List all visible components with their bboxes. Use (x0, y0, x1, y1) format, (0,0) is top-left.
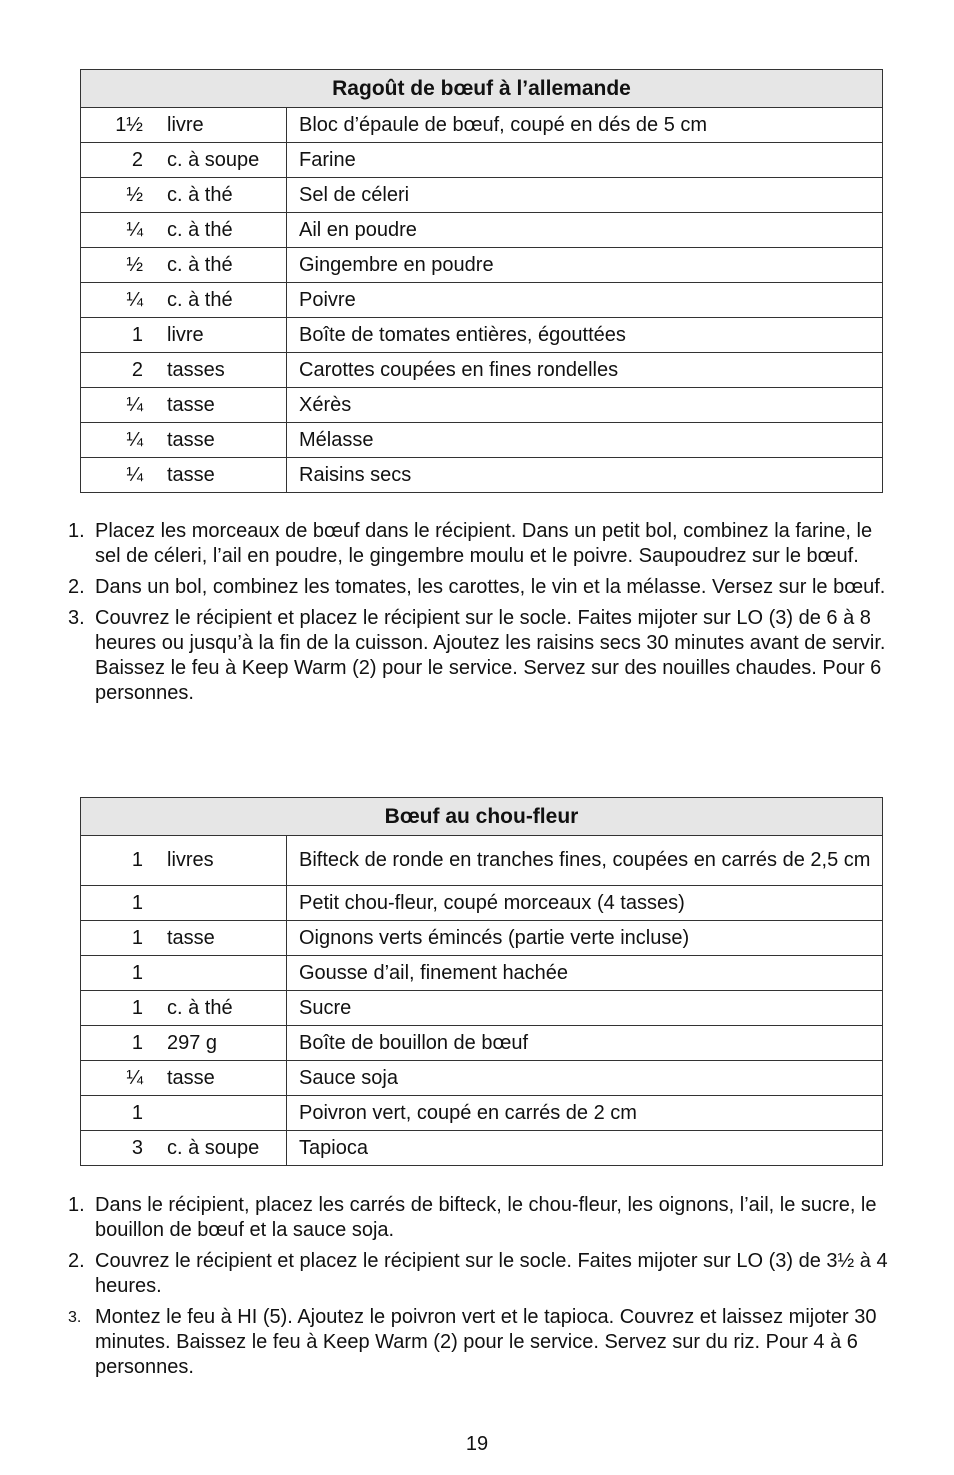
ingredient-name: Poivron vert, coupé en carrés de 2 cm (287, 1096, 883, 1131)
ingredient-unit: livre (167, 113, 204, 136)
ingredient-unit: tasses (167, 358, 225, 381)
step-text: Couvrez le récipient et placez le récipient sur le socle. Faites mijoter sur LO (3) de 3½ à 4 heures. (95, 1250, 888, 1297)
ingredient-quantity: ¼ (126, 393, 143, 416)
ingredient-unit: livres (167, 849, 214, 871)
table-row (81, 458, 883, 493)
ingredient-name: Gousse d’ail, finement hachée (287, 956, 883, 991)
step-number: 2. (68, 576, 85, 598)
recipe2-title: Bœuf au chou-fleur (81, 798, 883, 836)
ingredient-quantity: ¼ (126, 1066, 143, 1089)
ingredient-unit: c. à thé (167, 288, 233, 311)
ingredient-quantity: 1½ (115, 113, 143, 136)
ingredient-name: Boîte de tomates entières, égouttées (287, 318, 883, 353)
ingredient-quantity: 1 (131, 926, 143, 949)
recipe2-steps (68, 1193, 888, 1386)
ingredient-name: Farine (287, 143, 883, 178)
recipe1-ingredient-rows (81, 108, 883, 493)
ingredient-name: Gingembre en poudre (287, 248, 883, 283)
ingredient-quantity: 2 (131, 148, 143, 171)
ingredient-quantity: ¼ (126, 218, 143, 241)
ingredient-name: Ail en poudre (287, 213, 883, 248)
ingredient-quantity: ¼ (126, 463, 143, 486)
table-row (81, 1026, 883, 1061)
ingredient-name: Xérès (287, 388, 883, 423)
ingredient-quantity: ½ (126, 253, 143, 276)
ingredient-name: Tapioca (287, 1131, 883, 1166)
ingredient-quantity: 1 (131, 323, 143, 346)
page-number: 19 (465, 1433, 489, 1455)
recipe1-steps (68, 519, 888, 712)
ingredient-name: Mélasse (287, 423, 883, 458)
recipe2-ingredients-table (80, 797, 883, 1166)
ingredient-name: Boîte de bouillon de bœuf (287, 1026, 883, 1061)
ingredient-unit: c. à thé (167, 218, 233, 241)
ingredient-unit: c. à thé (167, 183, 233, 206)
list-item (68, 575, 888, 600)
recipe1-title: Ragoût de bœuf à l’allemande (81, 70, 883, 108)
ingredient-name: Sucre (287, 991, 883, 1026)
ingredient-quantity: 1 (131, 961, 143, 984)
table-row (81, 248, 883, 283)
ingredient-unit: tasse (167, 428, 215, 451)
ingredient-name: Sel de céleri (287, 178, 883, 213)
ingredient-quantity: 1 (131, 849, 143, 871)
ingredient-unit: tasse (167, 926, 215, 949)
table-row (81, 956, 883, 991)
recipe2-ingredient-rows (81, 836, 883, 1166)
ingredient-quantity: ¼ (126, 428, 143, 451)
table-row (81, 836, 883, 886)
table-row (81, 283, 883, 318)
ingredient-unit: c. à soupe (167, 1136, 260, 1159)
table-row (81, 921, 883, 956)
ingredient-name: Bloc d’épaule de bœuf, coupé en dés de 5 cm (287, 108, 883, 143)
ingredient-quantity: 1 (131, 1101, 143, 1124)
table-row (81, 353, 883, 388)
step-text: Dans un bol, combinez les tomates, les carottes, le vin et la mélasse. Versez sur le bœuf. (95, 576, 886, 598)
list-item (68, 1249, 888, 1299)
table-row (81, 423, 883, 458)
table-row (81, 178, 883, 213)
list-item (68, 1305, 888, 1380)
table-row (81, 1096, 883, 1131)
ingredient-name: Poivre (287, 283, 883, 318)
list-item (68, 606, 888, 706)
ingredient-name: Sauce soja (287, 1061, 883, 1096)
ingredient-quantity: 1 (131, 996, 143, 1019)
list-item (68, 1193, 888, 1243)
ingredient-unit: tasse (167, 393, 215, 416)
table-row (81, 388, 883, 423)
ingredient-unit: c. à soupe (167, 148, 260, 171)
ingredient-unit: tasse (167, 463, 215, 486)
ingredient-name: Bifteck de ronde en tranches fines, coupées en carrés de 2,5 cm (287, 836, 883, 886)
ingredient-unit: 297 g (167, 1031, 218, 1054)
step-number: 1. (68, 520, 85, 542)
step-number: 3. (68, 607, 85, 629)
list-item (68, 519, 888, 569)
ingredient-name: Petit chou-fleur, coupé morceaux (4 tasses) (287, 886, 883, 921)
step-text: Montez le feu à HI (5). Ajoutez le poivron vert et le tapioca. Couvrez et laissez mijoter 30 minutes. Baissez le feu à Keep Warm (2) pour le service. Servez sur du riz. Pour 4 à 6 personnes. (95, 1306, 877, 1378)
table-row (81, 1131, 883, 1166)
ingredient-unit: livre (167, 323, 204, 346)
table-row (81, 991, 883, 1026)
ingredient-quantity: ¼ (126, 288, 143, 311)
ingredient-quantity: ½ (126, 183, 143, 206)
ingredient-name: Oignons verts émincés (partie verte incluse) (287, 921, 883, 956)
table-row (81, 213, 883, 248)
table-row (81, 108, 883, 143)
table-row (81, 143, 883, 178)
step-text: Couvrez le récipient et placez le récipient sur le socle. Faites mijoter sur LO (3) de 6 à 8 heures ou jusqu’à la fin de la cuisson. Ajoutez les raisins secs 30 minutes avant de servir. Baissez le feu à Keep Warm (2) pour le service. Servez sur des nouilles chaudes. Pour 6 personnes. (95, 607, 886, 704)
table-row (81, 1061, 883, 1096)
step-text: Dans le récipient, placez les carrés de bifteck, le chou-fleur, les oignons, l’ail, le sucre, le bouillon de bœuf et la sauce soja. (95, 1194, 877, 1241)
recipe1-ingredients-table (80, 69, 883, 493)
ingredient-quantity: 1 (131, 1031, 143, 1054)
table-row (81, 318, 883, 353)
step-text: Placez les morceaux de bœuf dans le récipient. Dans un petit bol, combinez la farine, le sel de céleri, l’ail en poudre, le gingembre moulu et le poivre. Saupoudrez sur le bœuf. (95, 520, 873, 567)
step-number: 2. (68, 1250, 85, 1272)
ingredient-unit: c. à thé (167, 996, 233, 1019)
ingredient-name: Carottes coupées en fines rondelles (287, 353, 883, 388)
step-number: 1. (68, 1194, 85, 1216)
step-number: 3. (68, 1309, 82, 1326)
ingredient-quantity: 2 (131, 358, 143, 381)
ingredient-name: Raisins secs (287, 458, 883, 493)
table-row (81, 886, 883, 921)
ingredient-quantity: 3 (131, 1136, 143, 1159)
ingredient-quantity: 1 (131, 891, 143, 914)
ingredient-unit: tasse (167, 1066, 215, 1089)
ingredient-unit: c. à thé (167, 253, 233, 276)
